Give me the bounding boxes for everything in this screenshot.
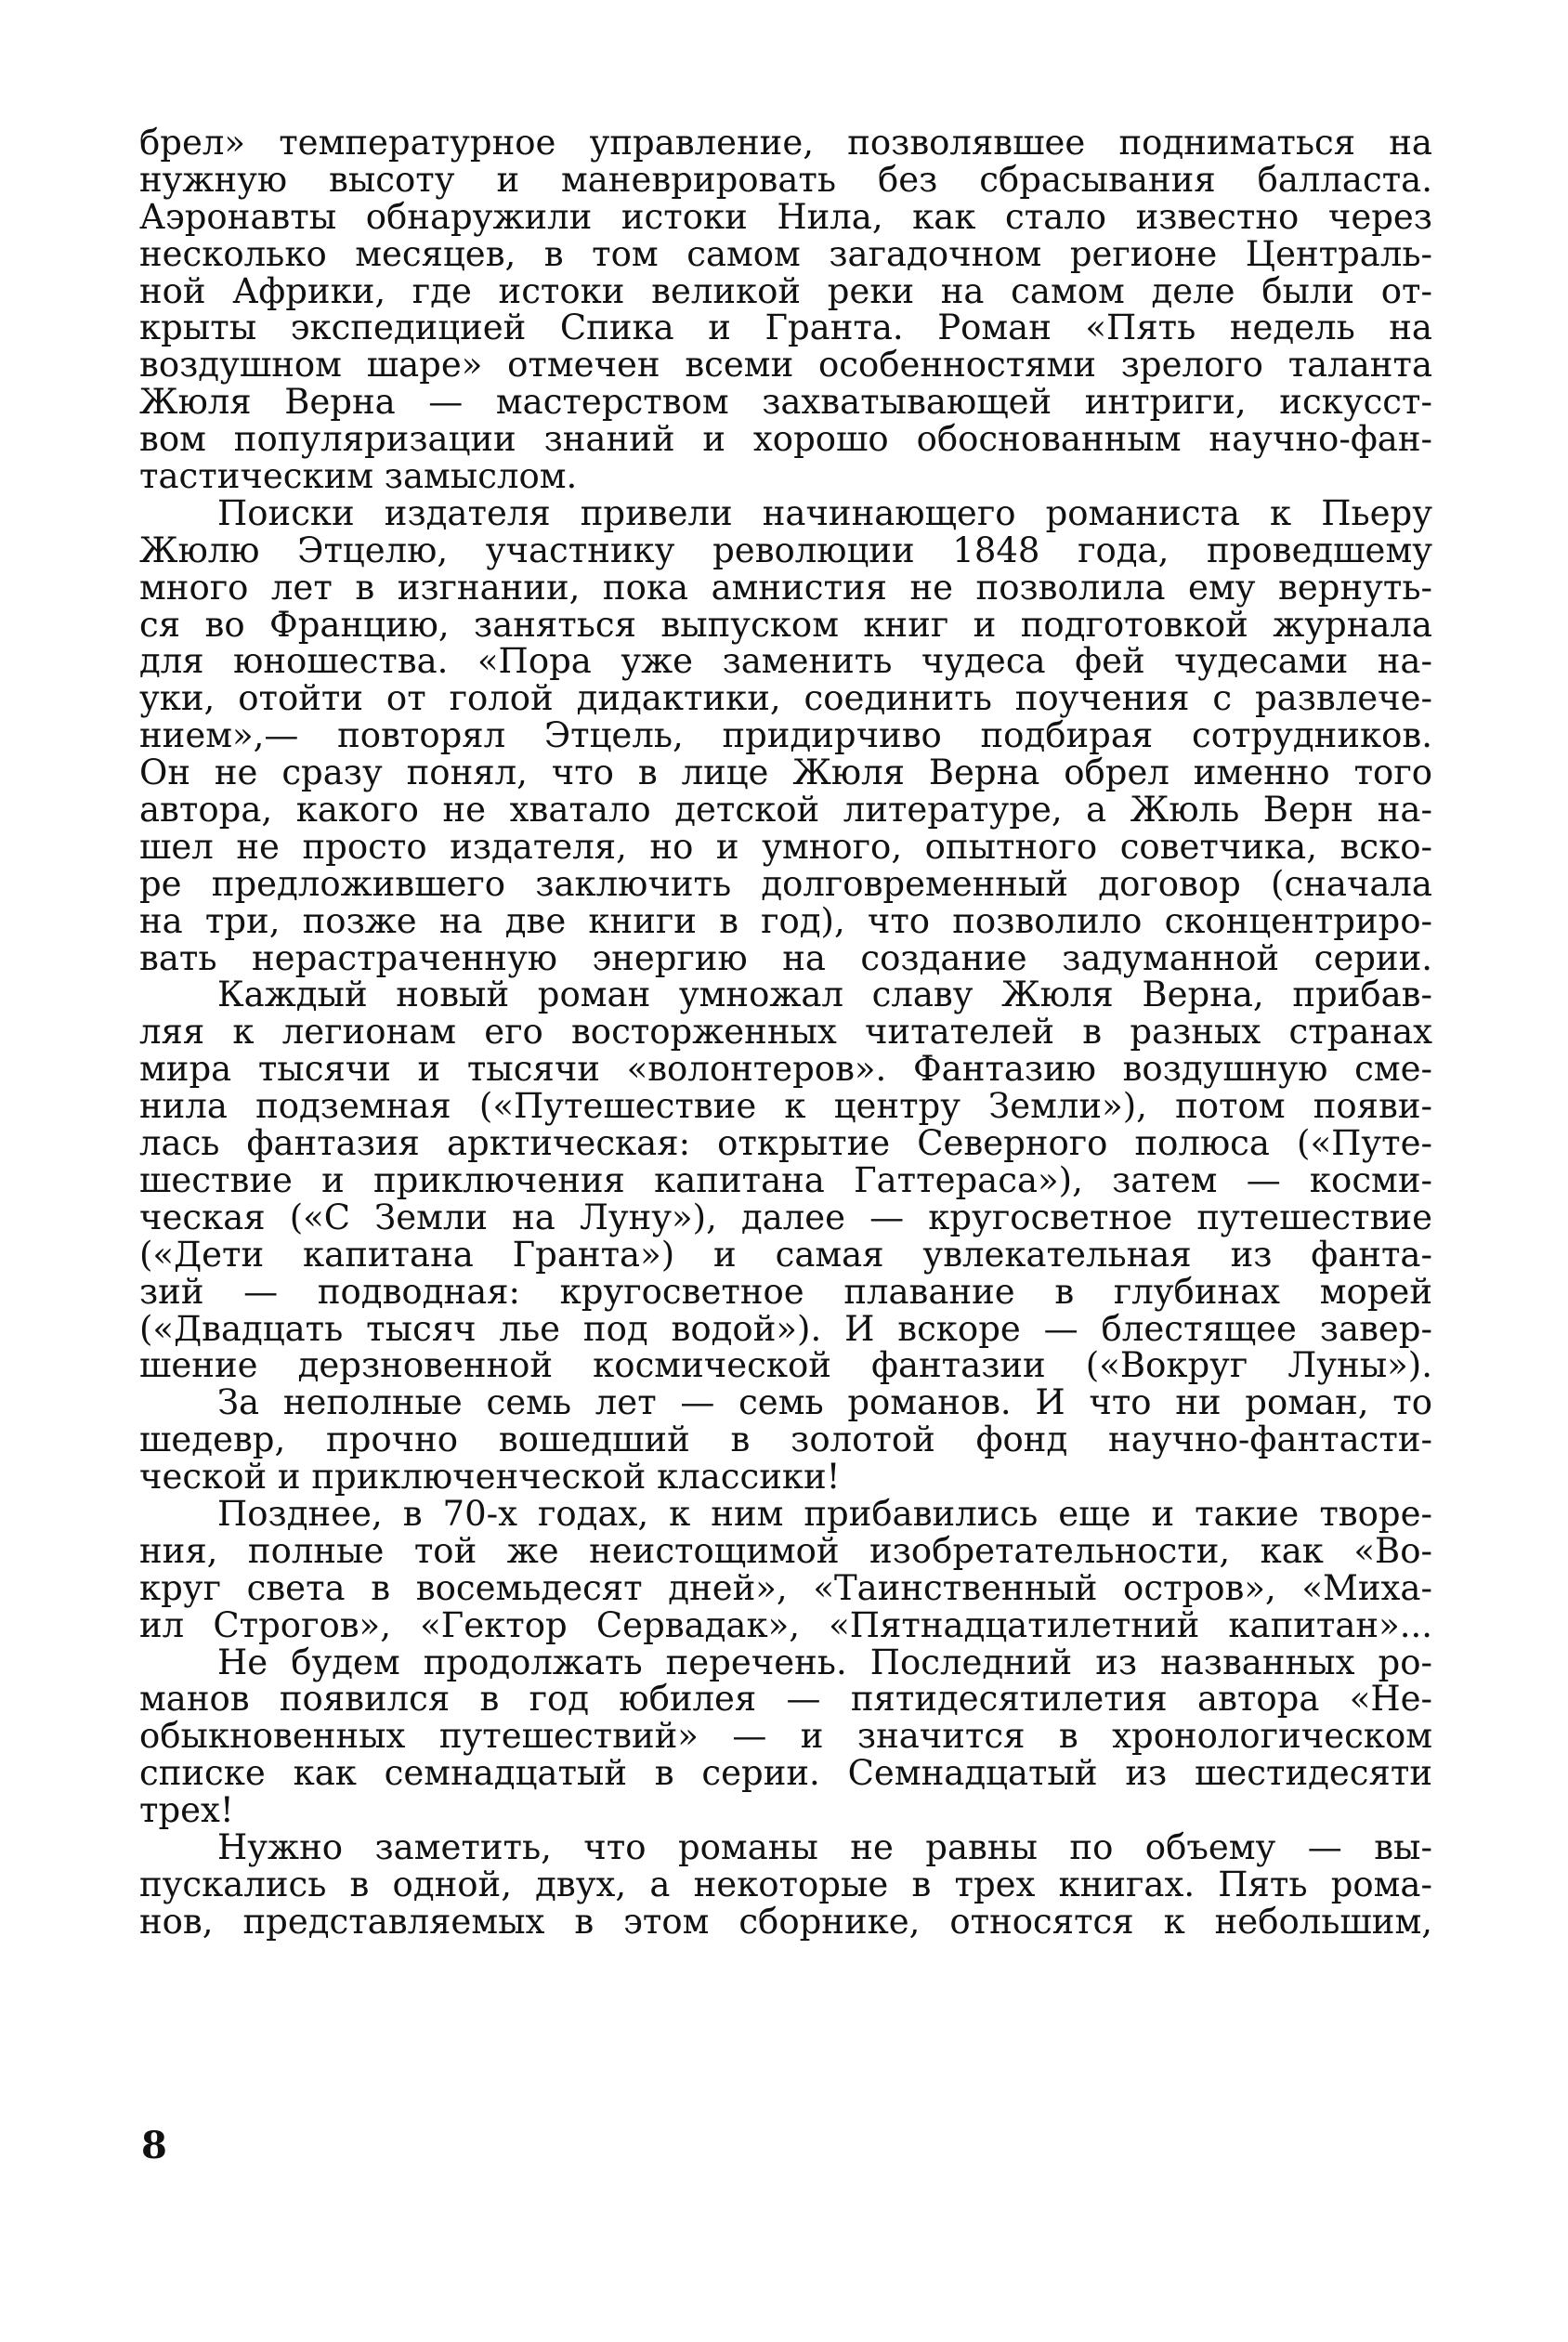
text-line: Нужно заметить, что романы не равны по объему — вы- bbox=[217, 1826, 1432, 1867]
text-line: шел не просто издателя, но и умного, опытного советчика, вско- bbox=[139, 826, 1432, 867]
text-line: ческая («С Земли на Луну»), далее — кругосветное путешествие bbox=[139, 1197, 1432, 1237]
text-line: За неполные семь лет — семь романов. И что ни роман, то bbox=[217, 1382, 1432, 1423]
text-line: нужную высоту и маневрировать без сбрасывания балласта. bbox=[139, 159, 1432, 200]
text-line: Позднее, в 70-х годах, к ним прибавились еще и такие творе- bbox=[217, 1493, 1432, 1534]
text-line: крыты экспедицией Спика и Гранта. Роман «Пять недель на bbox=[139, 307, 1432, 348]
text-line: Каждый новый роман умножал славу Жюля Верна, прибав- bbox=[217, 975, 1432, 1015]
text-line: автора, какого не хватало детской литературе, а Жюль Верн на- bbox=[139, 790, 1432, 831]
text-line: для юношества. «Пора уже заменить чудеса фей чудесами на- bbox=[139, 641, 1432, 682]
text-line: вом популяризации знаний и хорошо обоснованным научно-фан- bbox=[139, 419, 1432, 460]
text-line: ной Африки, где истоки великой реки на самом деле были от- bbox=[139, 270, 1432, 311]
text-line: нила подземная («Путешествие к центру Земли»), потом появи- bbox=[139, 1086, 1432, 1127]
text-line: ческой и приключенческой классики! bbox=[139, 1457, 841, 1498]
text-line: шедевр, прочно вошедший в золотой фонд научно-фантасти- bbox=[139, 1420, 1432, 1460]
text-line: ляя к легионам его восторженных читателей в разных странах bbox=[139, 1012, 1432, 1053]
text-line: Жюлю Этцелю, участнику революции 1848 года, проведшему bbox=[139, 530, 1432, 570]
text-line: ния, полные той же неистощимой изобретательности, как «Во- bbox=[139, 1530, 1432, 1571]
text-line: шение дерзновенной космической фантазии («Вокруг Луны»). bbox=[139, 1345, 1432, 1386]
text-line: брел» температурное управление, позволявшее подниматься на bbox=[139, 123, 1432, 163]
text-line: много лет в изгнании, пока амнистия не позволила ему вернуть- bbox=[139, 567, 1432, 608]
body-text bbox=[139, 124, 1432, 1941]
text-line: Аэронавты обнаружили истоки Нила, как стало известно через bbox=[139, 196, 1432, 237]
text-line: воздушном шаре» отмечен всеми особенностями зрелого таланта bbox=[139, 345, 1432, 386]
text-line: ре предложившего заключить долговременный договор (сначала bbox=[139, 863, 1432, 904]
text-line: мира тысячи и тысячи «волонтеров». Фантазию воздушную сме- bbox=[139, 1049, 1432, 1090]
text-line: ил Строгов», «Гектор Сервадак», «Пятнадцатилетний капитан»... bbox=[139, 1604, 1432, 1645]
text-line: Жюля Верна — мастерством захватывающей интриги, искусст- bbox=[139, 382, 1432, 423]
text-line: шествие и приключения капитана Гаттераса»), затем — косми- bbox=[139, 1159, 1432, 1200]
text-line: на три, позже на две книги в год), что позволило сконцентриро- bbox=[139, 900, 1432, 941]
text-line: («Двадцать тысяч лье под водой»). И вскоре — блестящее завер- bbox=[139, 1308, 1432, 1349]
text-line: пускались в одной, двух, а некоторые в трех книгах. Пять рома- bbox=[139, 1864, 1432, 1904]
text-line: лась фантазия арктическая: открытие Северного полюса («Путе- bbox=[139, 1123, 1432, 1164]
text-line: нием»,— повторял Этцель, придирчиво подбирая сотрудников. bbox=[139, 715, 1432, 756]
text-line: зий — подводная: кругосветное плавание в глубинах морей bbox=[139, 1271, 1432, 1312]
page-number: 8 bbox=[141, 2124, 167, 2167]
text-line: нов, представляемых в этом сборнике, относятся к небольшим, bbox=[139, 1901, 1432, 1942]
text-line: несколько месяцев, в том самом загадочном регионе Централь- bbox=[139, 233, 1432, 274]
text-line: списке как семнадцатый в серии. Семнадцатый из шестидесяти bbox=[139, 1753, 1432, 1794]
text-line: Не будем продолжать перечень. Последний из названных ро- bbox=[217, 1642, 1432, 1682]
text-line: обыкновенных путешествий» — и значится в хронологическом bbox=[139, 1716, 1432, 1757]
text-line: круг света в восемьдесят дней», «Таинственный остров», «Миха- bbox=[139, 1567, 1432, 1608]
text-line: вать нерастраченную энергию на создание задуманной серии. bbox=[139, 937, 1432, 978]
text-line: ся во Францию, заняться выпуском книг и подготовкой журнала bbox=[139, 604, 1432, 645]
text-line: Поиски издателя привели начинающего романиста к Пьеру bbox=[217, 492, 1432, 533]
text-line: Он не сразу понял, что в лице Жюля Верна обрел именно того bbox=[139, 752, 1432, 793]
text-line: манов появился в год юбилея — пятидесятилетия автора «Не- bbox=[139, 1679, 1432, 1720]
text-line: («Дети капитана Гранта») и самая увлекательная из фанта- bbox=[139, 1234, 1432, 1275]
text-line: трех! bbox=[139, 1790, 234, 1831]
text-line: тастическим замыслом. bbox=[139, 456, 578, 497]
text-line: уки, отойти от голой дидактики, соединить поучения с развлече- bbox=[139, 678, 1432, 719]
